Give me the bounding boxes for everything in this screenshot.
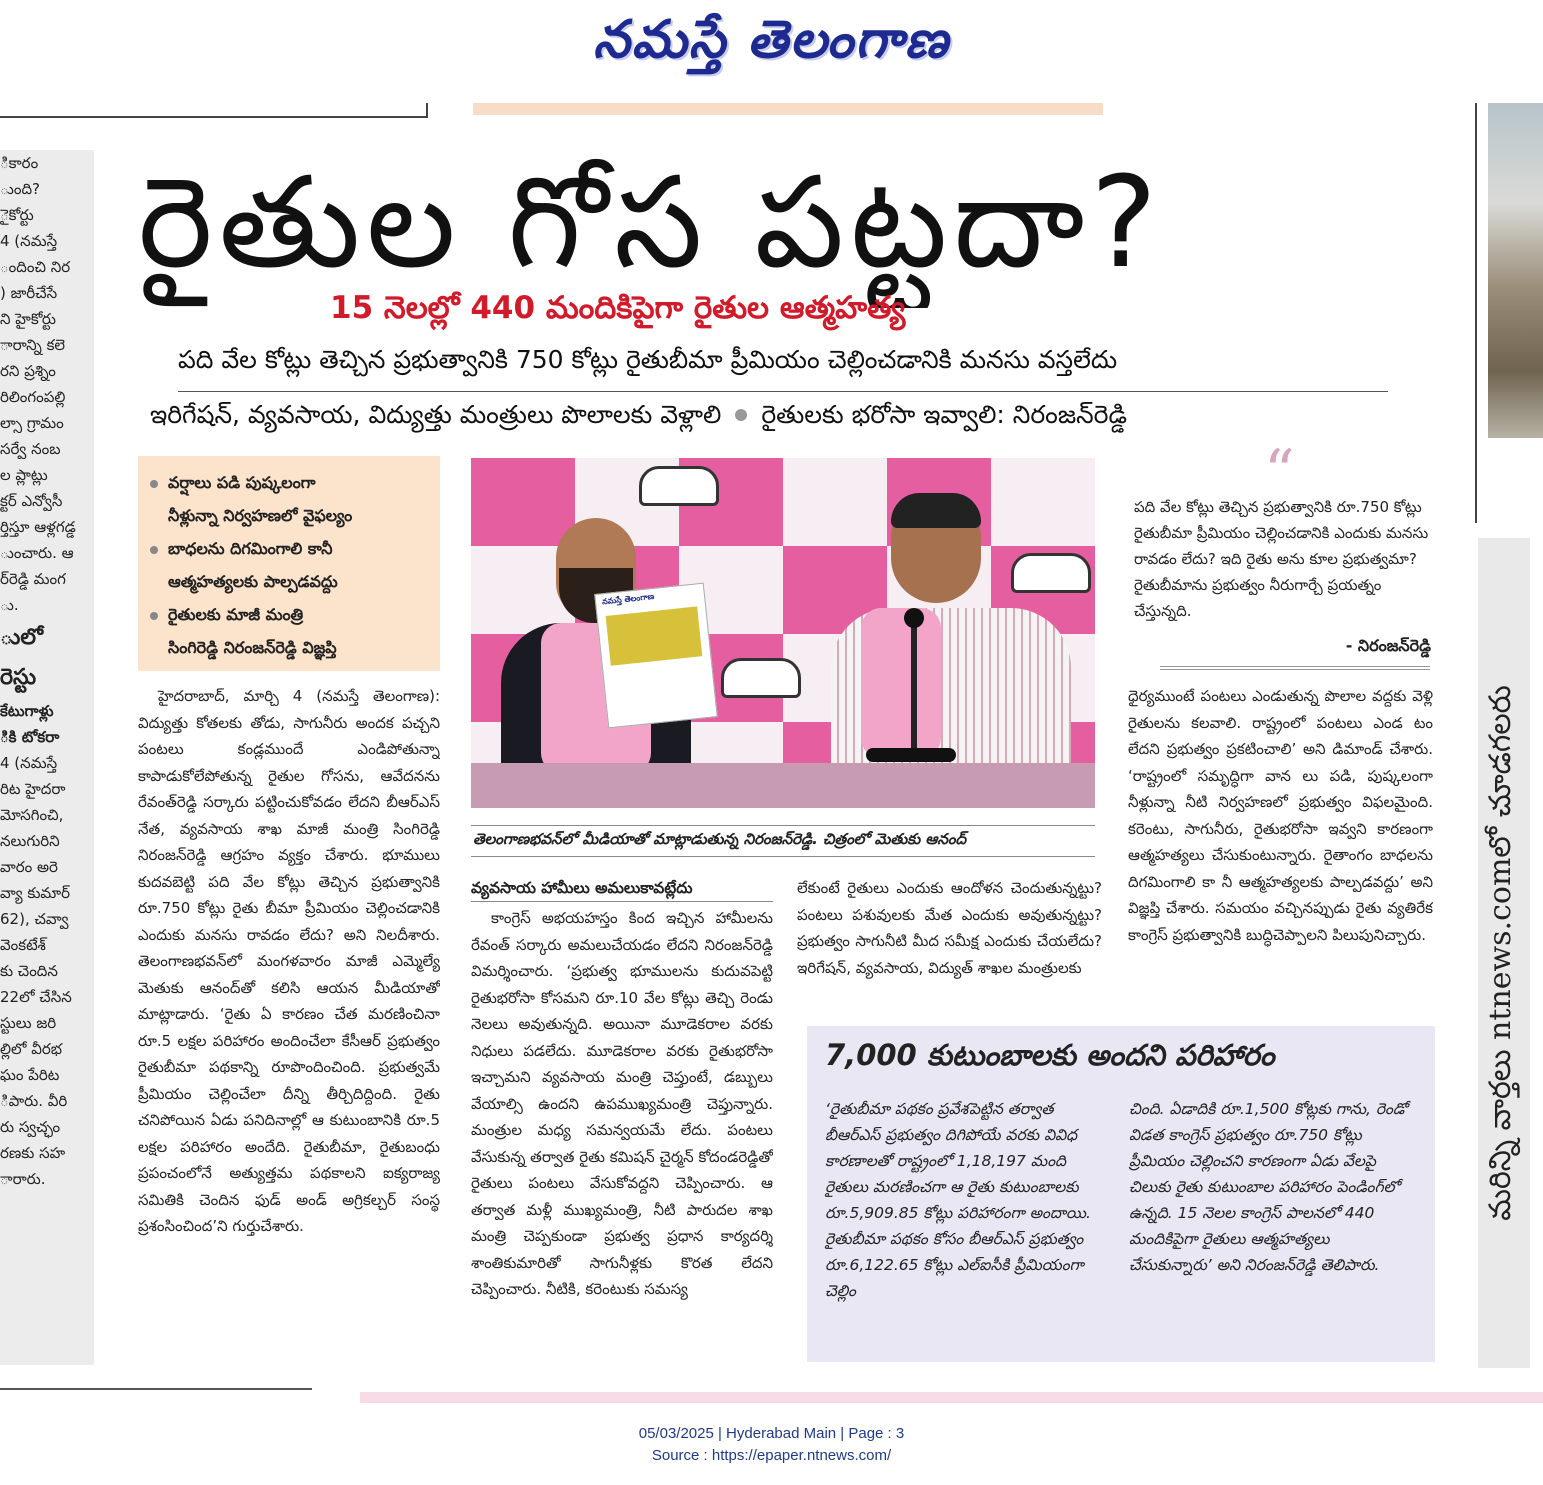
left-column-line: రు స్వచ్ఛం: [0, 1118, 61, 1136]
left-column-line: 4 (నమస్తే: [0, 754, 58, 772]
left-column-subhead-2: ికి టోకరా: [0, 728, 60, 746]
highlight-item-cont: ఆత్మహత్యలకు పాల్పడవద్దు: [168, 572, 338, 591]
top-left-rule: [0, 103, 428, 118]
left-column-line: సర్వే నంబ: [0, 440, 61, 458]
article-column-3: [797, 875, 1102, 1015]
left-column-line: ఘం పేరిట: [0, 1066, 60, 1084]
newspaper-logo: నమస్తే తెలంగాణ: [593, 10, 950, 70]
bullet-dot-icon: [735, 409, 747, 421]
subheadline-2: పది వేల కోట్లు తెచ్చిన ప్రభుత్వానికి 750 కోట్లు రైతుబీమా ప్రీమియం చెల్లించడానికి మనసు వస్తలేదు: [178, 345, 1388, 392]
left-column-line: రని ప్రశ్నిం: [0, 362, 56, 380]
bullet-icon: [150, 546, 158, 554]
bottom-pink-band: [360, 1392, 1543, 1403]
more-news-vertical-text: మరిన్ని వార్తలు ntnews.comలో చూడగలరు: [1483, 685, 1518, 1221]
right-adjacent-photo: [1488, 103, 1543, 438]
bullet-icon: [150, 480, 158, 488]
left-column-line: వారం అరె: [0, 858, 58, 876]
left-adjacent-column: [0, 150, 94, 1365]
pull-quote: [1128, 437, 1433, 675]
quote-attribution: - నిరంజన్‌రెడ్డి: [1345, 636, 1431, 655]
subheadline-3-part-a: ఇరిగేషన్, వ్యవసాయ, విద్యుత్తు మంత్రులు పొలాలకు వెళ్లాలి: [150, 400, 722, 429]
left-column-line: రిట హైదరా: [0, 780, 66, 798]
left-column-lines: [0, 150, 94, 618]
article-paragraph: కాంగ్రెస్ అభయహస్తం కింద ఇచ్చిన హామీలను రేవంత్ సర్కారు అమలుచేయడం లేదని నిరంజన్‌రెడ్డి విమర్శించారు. ‘ప్రభుత్వ భూములను కుదువపెట్టి రైతుభరోసా కోసమని రూ.10 వేల కోట్లు తెచ్చి రెండు నెలలు అవుతున్నది. అయినా మూడెకరాల వరకు నిధులు పడలేదు. మూడెకరాల వరకు రైతుభరోసా ఇచ్చామని వ్యవసాయ మంత్రి చెప్తుంటే, డబ్బులు వేయాల్సి ఉందని ఉపముఖ్యమంత్రి చెప్తున్నారు. మంత్రుల మధ్య సమన్వయమే లేదు. పంటలు వేసుకున్న తర్వాత రైతు కమిషన్ చైర్మన్ కోదండరెడ్డితో రైతులు పంటలు వేసుకోవద్దని చెప్పించారు. ఆ తర్వాత మళ్లీ ముఖ్యమంత్రి, నీటి పారుదల శాఖ మంత్రి చెప్పకుండా ప్రభుత్వ ప్రధాన కార్యదర్శి శాంతికుమారితో సాగునీళ్లకు కొరత లేదని చెప్పించారు. నీటికి, కరెంటుకు సమస్య: [471, 909, 773, 1298]
left-column-line: వెంకటేశ్: [0, 936, 46, 954]
highlight-item: రైతులకు మాజీ మంత్రి: [150, 598, 428, 631]
left-column-line: ల్లిలో వీరభ: [0, 1040, 63, 1058]
left-column-line: రణకు సహ: [0, 1144, 66, 1162]
press-meet-photo: [471, 458, 1095, 808]
subheadline-3-part-b: రైతులకు భరోసా ఇవ్వాలి: నిరంజన్‌రెడ్డి: [761, 400, 1127, 429]
more-news-band[interactable]: [1478, 538, 1530, 1368]
left-column-line: ర్తిస్తూ ఆళ్లగడ్డ: [0, 518, 76, 536]
left-column-lines-2: [0, 750, 94, 1192]
left-column-line: ల ప్లాట్లు: [0, 466, 48, 484]
article-paragraph: ధైర్యముంటే పంటలు ఎండుతున్న పొలాల వద్దకు వెళ్లి రైతులను కలవాలి. రాష్ట్రంలో పంటలు ఎండ టం లేదని ప్రభుత్వం ప్రకటించాలి’ అని డిమాండ్ చేశారు. ‘రాష్ట్రంలో సమృద్ధిగా వాన లు పడి, పుష్కలంగా నీళ్లున్నా నీటి నిర్వహణలో ప్రభుత్వం విఫలమైంది. కరెంటు, సాగునీరు, రైతుభరోసా ఇవ్వని కారణంగా ఆత్మహత్యలు చేసుకుంటున్నారు. రైతాంగం బాధలను దిగమింగాలి కా నీ ఆత్మహత్యలకు పాల్పడవద్దు’ అని విజ్ఞప్తి చేశారు. సమయం వచ్చినప్పుడు రైతు వ్యతిరేక కాంగ్రెస్ ప్రభుత్వానికి బుద్ధిచెప్పాలని పిలుపునిచ్చారు.: [1128, 687, 1433, 944]
left-column-line: ందించి నిర: [0, 258, 71, 276]
highlight-item-cont: నీళ్లున్నా నిర్వహణలో వైఫల్యం: [168, 506, 353, 525]
quote-rule: [1160, 666, 1430, 670]
left-column-line: కు చెందిన: [0, 962, 58, 980]
main-headline: రైతుల గోస పట్టదా?: [138, 149, 1164, 296]
left-column-line: ారారు.: [0, 1170, 46, 1188]
highlight-item: వర్షాలు పడి పుష్కలంగా: [150, 466, 428, 499]
left-column-line: ిపారు. వీరి: [0, 1092, 68, 1110]
left-column-line: 22లో చేసిన: [0, 988, 72, 1006]
subheadline-3: [150, 400, 1420, 436]
footer-date-edition: 05/03/2025 | Hyderabad Main | Page : 3: [638, 1425, 905, 1442]
left-column-line: ుంది?: [0, 180, 41, 198]
left-column-line: వ్యా కుమార్: [0, 884, 70, 902]
article-column-1: [138, 683, 440, 1373]
highlights-box: [138, 456, 440, 671]
left-column-heading-2: రెస్టు: [0, 665, 37, 690]
left-column-line: ుంచారు. ఆ: [0, 544, 74, 562]
newspaper-held: నమస్తే తెలంగాణ: [594, 583, 718, 729]
photo-caption: తెలంగాణభవన్‌లో మీడియాతో మాట్లాడుతున్న నిరంజన్‌రెడ్డి. చిత్రంలో మెతుకు ఆనంద్: [471, 825, 1095, 857]
article-paragraph: హైదరాబాద్, మార్చి 4 (నమస్తే తెలంగాణ): విద్యుత్తు కోతలకు తోడు, సాగునీరు అందక పచ్చని పంటలు కండ్లముందే ఎండిపోతున్నా కాపాడుకోలేపోతున్న రైతుల గోసను, ఆవేదనను రేవంత్‌రెడ్డి సర్కారు పట్టించుకోవడం లేదని బీఆర్‌ఎస్ నేత, వ్యవసాయ శాఖ మాజీ మంత్రి సింగిరెడ్డి నిరంజన్‌రెడ్డి ఆగ్రహం వ్యక్తం చేశారు. భూములు కుదవబెట్టి పది వేల కోట్లు తెచ్చిన ప్రభుత్వానికి రూ.750 కోట్లు రైతు బీమా ప్రీమియం చెల్లించడానికి ఎందుకు మనసు రావడం లేదు? అని నిలదీశారు. తెలంగాణభవన్‌లో మంగళవారం మాజీ ఎమ్మెల్యే మెతుకు ఆనంద్‌తో కలిసి ఆయన మీడియాతో మాట్లాడారు. ‘రైతు ఏ కారణం చేత మరణించినా రూ.5 లక్షల పరిహారం అందించేలా కేసీఆర్ ప్రభుత్వం రైతుబీమా పథకాన్ని రూపొందించింది. ప్రభుత్వమే ప్రీమియం చెల్లించేలా దీన్ని తీర్చిదిద్దింది. రైతు చనిపోయిన ఏడు పనిదినాల్లో ఆ కుటుంబానికి రూ.5 లక్షల పరిహారం అందేది. రైతుబీమా, రైతుబంధు ప్రపంచంలోనే అత్యుత్తమ పథకాలని ఐక్యరాజ్య సమితికి చెందిన ఫుడ్ అండ్ అగ్రికల్చర్ సంస్థ ప్రశంసించింద’ని గుర్తుచేశారు.: [138, 687, 440, 1235]
car-icon: [639, 466, 719, 506]
masthead: [0, 0, 1543, 90]
left-column-line: ల్సా గ్రామం: [0, 414, 64, 432]
compensation-box: [807, 1026, 1435, 1362]
box-text-left: ‘రైతుబీమా పథకం ప్రవేశపెట్టిన తర్వాత బీఆర్‌ఎస్ ప్రభుత్వం దిగిపోయే వరకు వివిధ కారణాలతో రాష్ట్రంలో 1,18,197 మంది రైతులు మరణించగా ఆ రైతు కుటుంబాలకు రూ.5,909.85 కోట్లు పరిహారంగా అందాయి. రైతుబీమా పథకం కోసం బీఆర్‌ఎస్ ప్రభుత్వం రూ.6,122.65 కోట్లు ఎల్ఐసీకి ప్రీమియంగా చెల్లిం: [825, 1100, 1091, 1300]
highlight-item: బాధలను దిగమింగాలి కానీ: [150, 532, 428, 565]
footer-source-link[interactable]: Source : https://epaper.ntnews.com/: [651, 1447, 892, 1464]
left-column-line: ) జారీచేసే: [0, 284, 58, 302]
left-column-line: ర్‌రెడ్డి మంగ: [0, 570, 66, 588]
left-column-heading-1: ులో: [0, 625, 43, 650]
left-column-line: 62), చవ్వా: [0, 910, 69, 928]
article-column-4: [1128, 683, 1433, 1013]
box-heading: 7,000 కుటుంబాలకు అందని పరిహారం: [825, 1038, 1275, 1072]
left-column-line: మోసగించి,: [0, 806, 64, 824]
left-column-line: ారాన్ని కలె: [0, 336, 66, 354]
article-paragraph: లేకుంటే రైతులు ఎందుకు ఆందోళన చెందుతున్నట్టు? పంటలు పశువులకు మేత ఎందుకు అవుతున్నట్టు? ప్రభుత్వం సాగునీటి మీద సమీక్ష ఎందుకు చేయలేదు? ఇరిగేషన్, వ్యవసాయ, విద్యుత్ శాఖల మంత్రులకు: [797, 879, 1102, 977]
left-column-line: ైకోర్టు: [0, 206, 34, 224]
microphone-icon: [911, 618, 917, 758]
quote-mark-icon: “: [1264, 437, 1295, 507]
page-footer: [0, 1423, 1543, 1467]
left-column-line: ు.: [0, 596, 19, 614]
top-pink-band: [473, 103, 1103, 115]
left-column-line: 4 (నమస్తే: [0, 232, 58, 250]
highlight-item-cont: సింగిరెడ్డి నిరంజన్‌రెడ్డి విజ్ఞప్తి: [168, 638, 337, 657]
left-column-line: ికారం: [0, 154, 39, 172]
box-text-right: చింది. ఏడాదికి రూ.1,500 కోట్లకు గాను, రెండో విడత కాంగ్రెస్ ప్రభుత్వం రూ.750 కోట్లు ప్రీమియం చెల్లించని కారణంగా ఏడు వేలపై చిలుకు రైతు కుటుంబాల పరిహారం పెండింగ్‌లో ఉన్నది. 15 నెలల కాంగ్రెస్ పాలనలో 440 మందికిపైగా రైతులు ఆత్మహత్యలు చేసుకున్నారు’ అని నిరంజన్‌రెడ్డి తెలిపారు.: [1129, 1100, 1408, 1274]
left-column-line: రిలింగంపల్లి: [0, 388, 66, 406]
car-icon: [721, 658, 801, 698]
left-column-line: క్టర్ ఎన్వోసీ: [0, 492, 63, 510]
red-subheadline: 15 నెలల్లో 440 మందికిపైగా రైతుల ఆత్మహత్య: [330, 290, 906, 326]
article-column-2: [471, 875, 773, 1380]
bullet-icon: [150, 612, 158, 620]
bottom-left-rule: [0, 1388, 312, 1390]
left-column-line: స్టులు జరి: [0, 1014, 57, 1032]
section-heading: వ్యవసాయ హామీలు అమలుకావట్లేదు: [471, 875, 773, 902]
left-column-line: ని హైకోర్టు: [0, 310, 56, 328]
quote-text: పది వేల కోట్లు తెచ్చిన ప్రభుత్వానికి రూ.750 కోట్లు రైతుబీమా ప్రీమియం చెల్లించడానికి ఎందుకు మనసు రావడం లేదు? ఇది రైతు అను కూల ప్రభుత్వమా? రైతుబీమాను ప్రభుత్వం నీరుగార్చే ప్రయత్నం చేస్తున్నది.: [1134, 498, 1429, 620]
left-column-line: నలుగురిని: [0, 832, 60, 850]
desk: [471, 763, 1095, 808]
left-column-subhead-1: కేటుగాళ్లు: [0, 702, 54, 720]
